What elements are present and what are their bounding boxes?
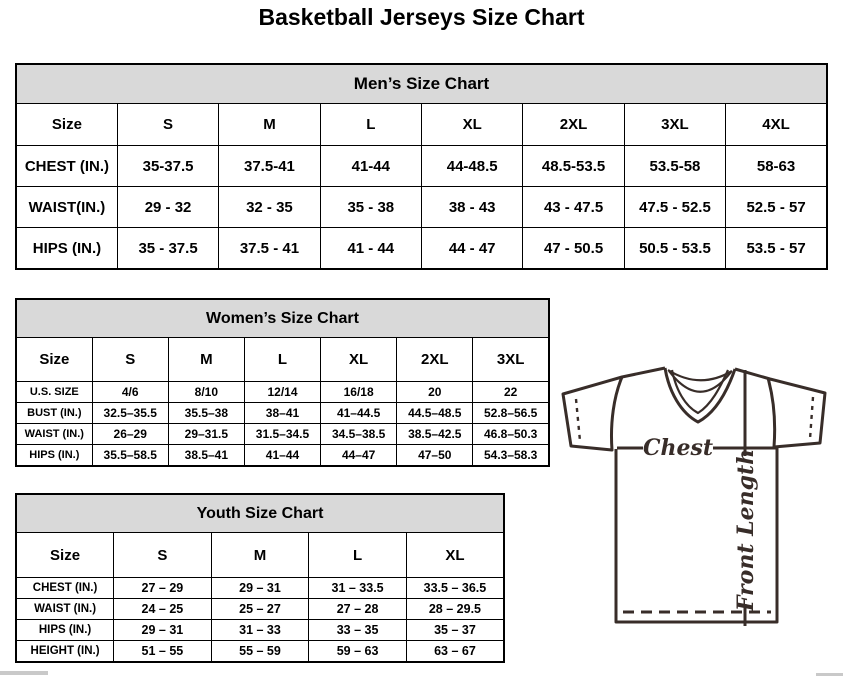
column-header: S <box>92 338 168 382</box>
data-cell: 32 - 35 <box>219 187 320 228</box>
section-header-row <box>16 299 549 338</box>
data-cell: 16/18 <box>321 382 397 403</box>
table-row <box>16 445 549 467</box>
column-header: L <box>244 338 320 382</box>
data-cell: 46.8–50.3 <box>473 424 549 445</box>
section-header-row <box>16 494 504 533</box>
column-header: Size <box>16 533 114 578</box>
data-cell: 31 – 33 <box>211 620 309 641</box>
data-cell: 12/14 <box>244 382 320 403</box>
womens-size-chart-table <box>15 298 550 467</box>
jersey-measurement-diagram <box>557 360 842 652</box>
row-label: HIPS (IN.) <box>16 445 92 467</box>
data-cell: 50.5 - 53.5 <box>624 228 725 270</box>
data-cell: 22 <box>473 382 549 403</box>
data-cell: 48.5-53.5 <box>523 146 624 187</box>
data-cell: 4/6 <box>92 382 168 403</box>
data-cell: 53.5 - 57 <box>726 228 827 270</box>
section-title: Women’s Size Chart <box>16 299 549 338</box>
data-cell: 38.5–42.5 <box>397 424 473 445</box>
row-label: U.S. SIZE <box>16 382 92 403</box>
row-label: HEIGHT (IN.) <box>16 641 114 663</box>
table-row <box>16 146 827 187</box>
table-row <box>16 599 504 620</box>
chest-measure-label: Chest <box>642 435 714 461</box>
column-header: Size <box>16 338 92 382</box>
column-header: M <box>211 533 309 578</box>
data-cell: 41-44 <box>320 146 421 187</box>
row-label: BUST (IN.) <box>16 403 92 424</box>
data-cell: 47 - 50.5 <box>523 228 624 270</box>
column-header: 4XL <box>726 104 827 146</box>
data-cell: 27 – 29 <box>114 578 212 599</box>
jersey-collar-seam <box>668 370 732 380</box>
row-label: WAIST(IN.) <box>16 187 117 228</box>
data-cell: 38.5–41 <box>168 445 244 467</box>
data-cell: 8/10 <box>168 382 244 403</box>
data-cell: 58-63 <box>726 146 827 187</box>
data-cell: 33 – 35 <box>309 620 407 641</box>
row-label: CHEST (IN.) <box>16 146 117 187</box>
front-length-measure-label: Front Length <box>733 448 759 612</box>
table-row <box>16 403 549 424</box>
data-cell: 47–50 <box>397 445 473 467</box>
jersey-left-cuff-dashed-line <box>576 399 580 441</box>
data-cell: 29–31.5 <box>168 424 244 445</box>
column-header: XL <box>406 533 504 578</box>
data-cell: 35 - 38 <box>320 187 421 228</box>
data-cell: 38–41 <box>244 403 320 424</box>
row-label: HIPS (IN.) <box>16 620 114 641</box>
column-header: S <box>117 104 218 146</box>
jersey-right-cuff-dashed-line <box>810 397 813 439</box>
data-cell: 34.5–38.5 <box>321 424 397 445</box>
data-cell: 26–29 <box>92 424 168 445</box>
column-header-row <box>16 533 504 578</box>
page-title: Basketball Jerseys Size Chart <box>258 4 585 30</box>
data-cell: 35 – 37 <box>406 620 504 641</box>
youth-size-chart-table <box>15 493 505 663</box>
data-cell: 35.5–58.5 <box>92 445 168 467</box>
data-cell: 20 <box>397 382 473 403</box>
column-header: 2XL <box>523 104 624 146</box>
data-cell: 37.5-41 <box>219 146 320 187</box>
data-cell: 63 – 67 <box>406 641 504 663</box>
data-cell: 31 – 33.5 <box>309 578 407 599</box>
table-row <box>16 641 504 663</box>
data-cell: 33.5 – 36.5 <box>406 578 504 599</box>
data-cell: 29 - 32 <box>117 187 218 228</box>
column-header: S <box>114 533 212 578</box>
data-cell: 35-37.5 <box>117 146 218 187</box>
data-cell: 24 – 25 <box>114 599 212 620</box>
data-cell: 38 - 43 <box>422 187 523 228</box>
table-row <box>16 578 504 599</box>
data-cell: 55 – 59 <box>211 641 309 663</box>
column-header-row <box>16 104 827 146</box>
horizontal-scrollbar-fragment-right[interactable] <box>816 673 843 676</box>
section-title: Youth Size Chart <box>16 494 504 533</box>
table-row <box>16 228 827 270</box>
data-cell: 41 - 44 <box>320 228 421 270</box>
table-row <box>16 620 504 641</box>
data-cell: 47.5 - 52.5 <box>624 187 725 228</box>
column-header-row <box>16 338 549 382</box>
data-cell: 37.5 - 41 <box>219 228 320 270</box>
data-cell: 59 – 63 <box>309 641 407 663</box>
data-cell: 31.5–34.5 <box>244 424 320 445</box>
row-label: WAIST (IN.) <box>16 424 92 445</box>
column-header: 3XL <box>473 338 549 382</box>
data-cell: 44–47 <box>321 445 397 467</box>
data-cell: 52.8–56.5 <box>473 403 549 424</box>
table-row <box>16 424 549 445</box>
section-title: Men’s Size Chart <box>16 64 827 104</box>
column-header: M <box>168 338 244 382</box>
column-header: 3XL <box>624 104 725 146</box>
column-header: XL <box>321 338 397 382</box>
data-cell: 28 – 29.5 <box>406 599 504 620</box>
data-cell: 41–44 <box>244 445 320 467</box>
data-cell: 53.5-58 <box>624 146 725 187</box>
data-cell: 41–44.5 <box>321 403 397 424</box>
data-cell: 35 - 37.5 <box>117 228 218 270</box>
table-row <box>16 187 827 228</box>
column-header: L <box>309 533 407 578</box>
column-header: L <box>320 104 421 146</box>
table-row <box>16 382 549 403</box>
data-cell: 29 – 31 <box>211 578 309 599</box>
data-cell: 51 – 55 <box>114 641 212 663</box>
row-label: CHEST (IN.) <box>16 578 114 599</box>
data-cell: 43 - 47.5 <box>523 187 624 228</box>
data-cell: 32.5–35.5 <box>92 403 168 424</box>
data-cell: 25 – 27 <box>211 599 309 620</box>
data-cell: 44-48.5 <box>422 146 523 187</box>
section-header-row <box>16 64 827 104</box>
row-label: HIPS (IN.) <box>16 228 117 270</box>
data-cell: 52.5 - 57 <box>726 187 827 228</box>
data-cell: 44.5–48.5 <box>397 403 473 424</box>
row-label: WAIST (IN.) <box>16 599 114 620</box>
data-cell: 44 - 47 <box>422 228 523 270</box>
data-cell: 29 – 31 <box>114 620 212 641</box>
column-header: Size <box>16 104 117 146</box>
horizontal-scrollbar-fragment-left[interactable] <box>0 671 48 675</box>
mens-size-chart-table <box>15 63 828 270</box>
data-cell: 54.3–58.3 <box>473 445 549 467</box>
data-cell: 35.5–38 <box>168 403 244 424</box>
column-header: M <box>219 104 320 146</box>
column-header: XL <box>422 104 523 146</box>
data-cell: 27 – 28 <box>309 599 407 620</box>
column-header: 2XL <box>397 338 473 382</box>
